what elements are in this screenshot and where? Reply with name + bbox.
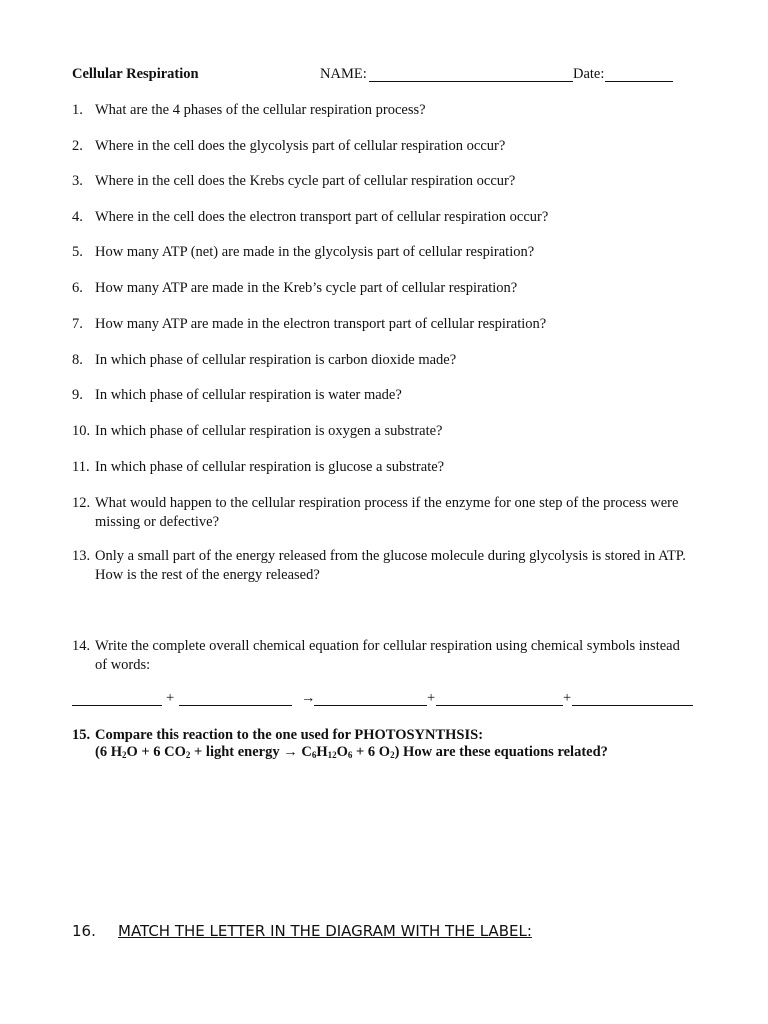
- question-number: 3.: [72, 173, 83, 189]
- question-number: 16.: [72, 922, 96, 940]
- question-text: How many ATP are made in the Kreb’s cycle part of cellular respiration?: [95, 280, 518, 296]
- arrow-icon: →: [301, 690, 316, 706]
- question-text: How many ATP are made in the electron transport part of cellular respiration?: [95, 316, 547, 332]
- equation-blank-3[interactable]: [314, 705, 427, 706]
- eq-subscript: 2: [121, 750, 127, 760]
- eq-subscript: 6: [347, 750, 353, 760]
- question-text: Write the complete overall chemical equation for cellular respiration using chemical symbols instead of words:: [95, 638, 680, 673]
- equation-blank-4[interactable]: [436, 705, 563, 706]
- worksheet-title: Cellular Respiration: [72, 66, 199, 82]
- question-number: 1.: [72, 102, 83, 118]
- question-text: Only a small part of the energy released from the glucose molecule during glycolysis is stored in ATP. How is the rest of the energy released?: [95, 548, 686, 583]
- question-number: 9.: [72, 387, 83, 403]
- photosynthesis-equation: [95, 744, 608, 761]
- eq-subscript: 6: [311, 750, 317, 760]
- name-field[interactable]: [369, 81, 573, 82]
- equation-answer-row: [72, 690, 694, 710]
- question-text: Where in the cell does the Krebs cycle part of cellular respiration occur?: [95, 173, 516, 189]
- question-text: In which phase of cellular respiration is glucose a substrate?: [95, 459, 445, 475]
- equation-blank-1[interactable]: [72, 705, 162, 706]
- eq-part: (6 H: [95, 744, 122, 760]
- eq-part: C: [297, 744, 312, 760]
- question-number: 2.: [72, 138, 83, 154]
- question-number: 8.: [72, 352, 83, 368]
- question-number: 13.: [72, 548, 91, 564]
- eq-part: + 6 O: [352, 744, 391, 760]
- equation-blank-5[interactable]: [572, 705, 693, 706]
- question-text: In which phase of cellular respiration is water made?: [95, 387, 402, 403]
- match-heading: MATCH THE LETTER IN THE DIAGRAM WITH THE LABEL:: [118, 922, 532, 940]
- eq-part: O: [336, 744, 348, 760]
- question-number: 12.: [72, 495, 91, 511]
- question-number: 6.: [72, 280, 83, 296]
- date-label: Date:: [573, 66, 605, 82]
- eq-part: + light energy: [190, 744, 284, 760]
- plus-sign: +: [427, 690, 436, 706]
- question-number: 14.: [72, 638, 91, 654]
- question-number: 11.: [72, 459, 90, 475]
- equation-blank-2[interactable]: [179, 705, 292, 706]
- question-text: Where in the cell does the electron transport part of cellular respiration occur?: [95, 209, 549, 225]
- question-text: How many ATP (net) are made in the glycolysis part of cellular respiration?: [95, 244, 535, 260]
- eq-part: H: [316, 744, 328, 760]
- date-field[interactable]: [605, 81, 673, 82]
- question-number: 10.: [72, 423, 91, 439]
- question-number: 4.: [72, 209, 83, 225]
- question-text: Where in the cell does the glycolysis part of cellular respiration occur?: [95, 138, 506, 154]
- eq-subscript: 12: [327, 750, 337, 760]
- question-text: In which phase of cellular respiration is oxygen a substrate?: [95, 423, 443, 439]
- plus-sign: +: [563, 690, 572, 706]
- eq-subscript: 2: [185, 750, 191, 760]
- question-number: 5.: [72, 244, 83, 260]
- arrow-icon: →: [283, 744, 298, 760]
- eq-part: ) How are these equations related?: [394, 744, 608, 760]
- plus-sign: +: [166, 690, 175, 706]
- question-text: What are the 4 phases of the cellular respiration process?: [95, 102, 426, 118]
- question-number: 15.: [72, 727, 91, 743]
- question-number: 7.: [72, 316, 83, 332]
- name-label: NAME:: [320, 66, 367, 82]
- eq-subscript: 2: [390, 750, 395, 760]
- question-text: What would happen to the cellular respiration process if the enzyme for one step of the process were missing or defective?: [95, 495, 679, 530]
- question-text: Compare this reaction to the one used for PHOTOSYNTHSIS:: [95, 727, 484, 743]
- question-text: In which phase of cellular respiration is carbon dioxide made?: [95, 352, 457, 368]
- eq-part: O + 6 CO: [126, 744, 186, 760]
- worksheet-header: [72, 66, 702, 86]
